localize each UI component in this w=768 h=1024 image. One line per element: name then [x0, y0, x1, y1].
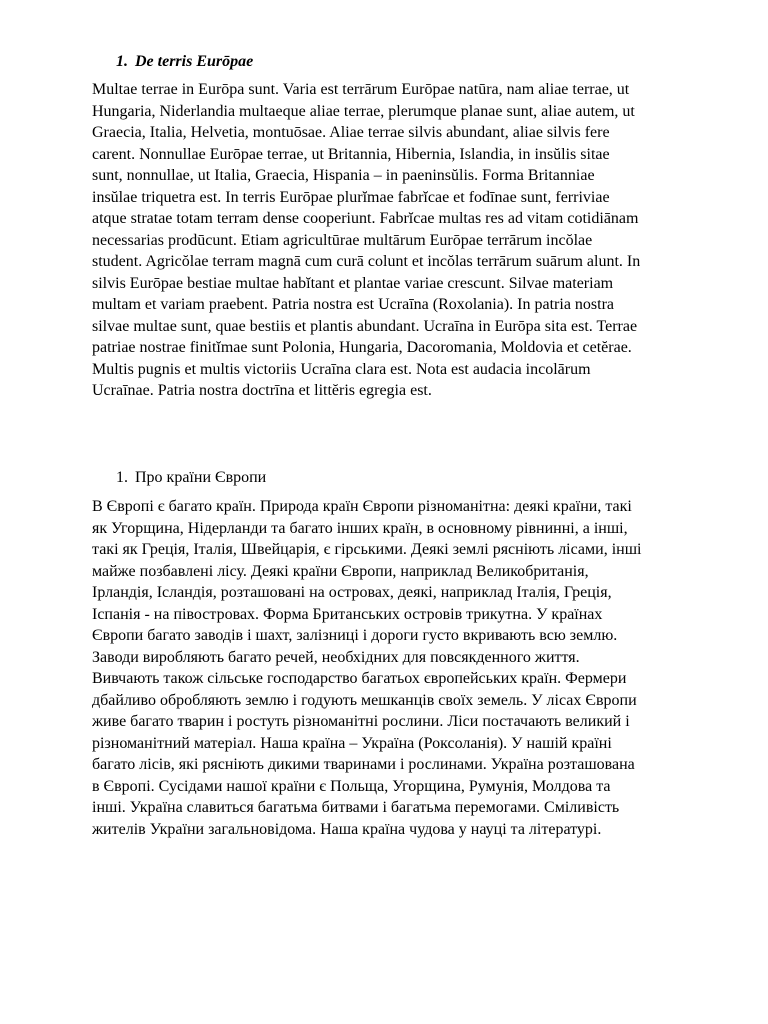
- ukrainian-heading: [92, 466, 720, 490]
- latin-heading-title: De terris Eurōpae: [135, 53, 254, 70]
- latin-section: [92, 50, 720, 402]
- latin-heading-number: 1.: [116, 53, 128, 70]
- ukrainian-paragraph: В Європі є багато країн. Природа країн Європи різноманітна: деякі країни, такі як Угорщина, Нідерланди та багато інших країн, в основному рівнинні, а інші, такі як Греція, Італія, Швейцарія, є гірськими. Деякі землі рясніють лісами, інші майже позбавлені лісу. Деякі країни Європи, наприклад Великобританія, Ірландія, Ісландія, розташовані на островах, деякі, наприклад Італія, Греція, Іспанія - на півостровах. Форма Британських островів трикутна. У країнах Європи багато заводів і шахт, залізниці і дороги густо вкривають всю землю. Заводи виробляють багато речей, необхідних для повсякденного життя. Вивчають також сільське господарство багатьох європейських країн. Фермери дбайливо обробляють землю і годують мешканців своїх земель. У лісах Європи живе багато тварин і ростуть різноманітні рослини. Ліси постачають великий і різноманітний матеріал. Наша країна – Україна (Роксоланія). У нашій країні багато лісів, які рясніють дикими тваринами і рослинами. Україна розташована в Європі. Сусідами нашої країни є Польща, Угорщина, Румунія, Молдова та інші. Україна славиться багатьма битвами і багатьма перемогами. Сміливість жителів України загальновідома. Наша країна чудова у науці та літературі.: [92, 498, 642, 838]
- ukrainian-heading-number: 1.: [116, 469, 128, 486]
- latin-paragraph: Multae terrae in Eurōpa sunt. Varia est terrārum Eurōpae natūra, nam aliae terrae, ut Hungaria, Niderlandia multaeque aliae terrae, plerumque planae sunt, aliae autem, ut Graecia, Italia, Helvetia, montuōsae. Aliae terrae silvis abundant, aliae silvis fere carent. Nonnullae Eurōpae terrae, ut Britannia, Hibernia, Islandia, in insŭlis sitae sunt, nonnullae, ut Italia, Graecia, Hispania – in paeninsŭlis. Forma Britanniae insŭlae triquetra est. In terris Eurōpae plurĭmae fabrĭcae et fodīnae sunt, ferriviae atque stratae totam terram dense cooperiunt. Fabrĭcae multas res ad vitam cotidiānam necessarias prodūcunt. Etiam agricultūrae multārum Eurōpae terrārum incŏlae student. Agricŏlae terram magnā cum curā colunt et incŏlas terrārum suārum alunt. In silvis Eurōpae bestiae multae habĭtant et plantae variae crescunt. Silvae materiam multam et variam praebent. Patria nostra est Ucraīna (Roxolania). In patria nostra silvae multae sunt, quae bestiis et plantis abundant. Ucraīna in Eurōpa sita est. Terrae patriae nostrae finitĭmae sunt Polonia, Hungaria, Dacoromania, Moldovia et cetĕrae. Multis pugnis et multis victoriis Ucraīna clara est. Nota est audacia incolārum Ucraīnae. Patria nostra doctrīna et littĕris egregia est.: [92, 81, 641, 399]
- ukrainian-heading-title: Про країни Європи: [135, 469, 267, 486]
- ukrainian-section: [92, 466, 720, 840]
- latin-heading: [92, 50, 720, 74]
